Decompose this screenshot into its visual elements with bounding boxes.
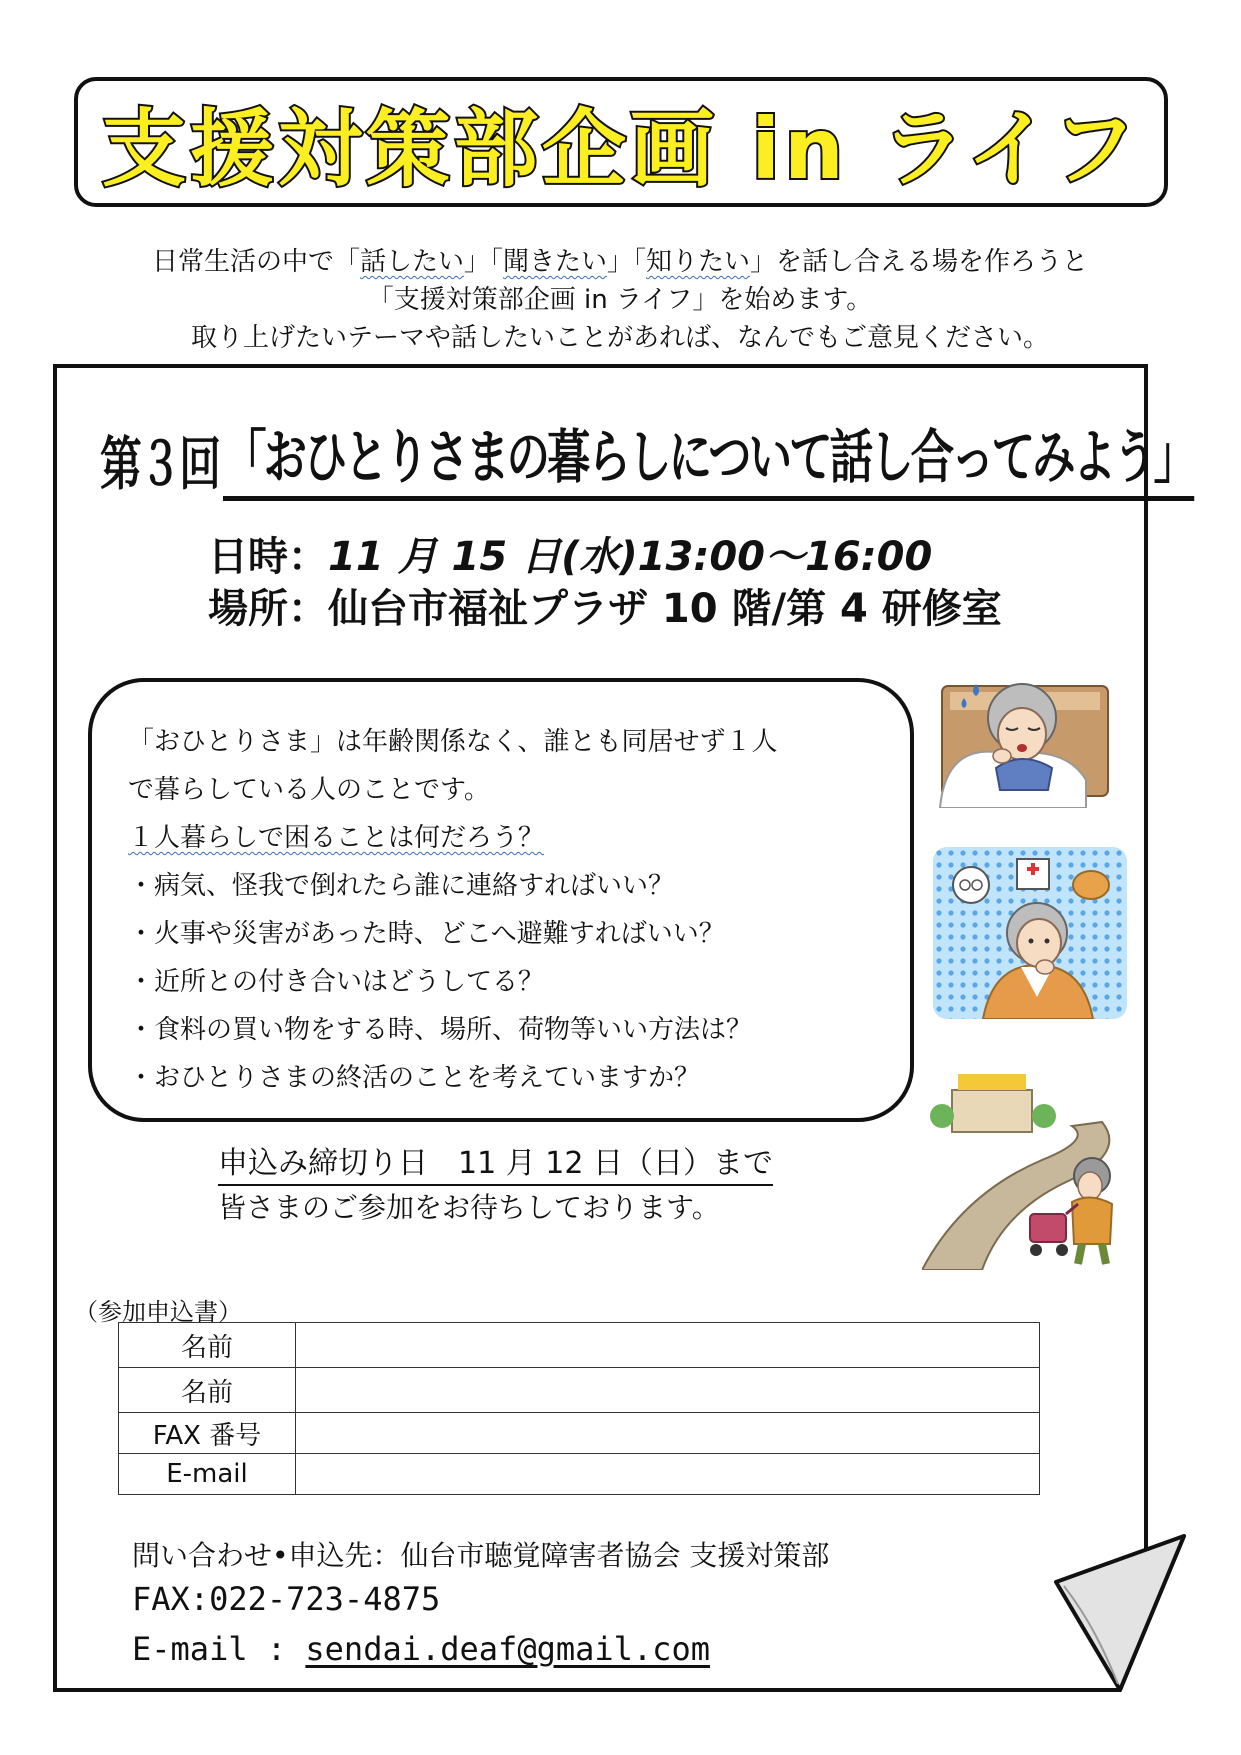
bullet-item: ・火事や災害があった時、どこへ避難すればいい？ <box>128 919 725 949</box>
application-form <box>118 1322 1040 1495</box>
table-row <box>119 1323 1040 1368</box>
event-title: 「おひとりさまの暮らしについて話し合ってみよう」 <box>223 410 1194 501</box>
contact-email-link[interactable]: sendai.deaf@gmail.com <box>305 1630 710 1668</box>
intro-line-2: 「支援対策部企画 in ライフ」を始めます。 <box>367 285 873 315</box>
form-label-name: 名前 <box>119 1323 296 1368</box>
event-number: 第３回 <box>100 430 219 498</box>
intro-line-1: 日常生活の中で「話したい」「聞きたい」「知りたい」を話し合える場を作ろうと <box>151 247 1089 277</box>
contact-fax: FAX:022-723-4875 <box>132 1580 441 1618</box>
bullet-item: ・近所との付き合いはどうしてる？ <box>128 967 545 997</box>
bullet-item: ・おひとりさまの終活のことを考えていますか？ <box>128 1063 701 1093</box>
bubble-line: １人暮らしで困ることは何だろう？ <box>128 823 545 853</box>
email-field[interactable] <box>296 1454 1040 1495</box>
form-caption: （参加申込書） <box>74 1298 242 1326</box>
bubble-line: で暮らしている人のことです。 <box>128 775 490 805</box>
form-label-email: E-mail <box>119 1454 296 1495</box>
bubble-line: 「おひとりさま」は年齢関係なく、誰とも同居せず１人 <box>128 727 778 757</box>
fax-field[interactable] <box>296 1413 1040 1454</box>
contact-organization: 問い合わせ•申込先：仙台市聴覚障害者協会 支援対策部 <box>132 1539 830 1572</box>
contact-email <box>132 1630 710 1668</box>
application-deadline: 申込み締切り日 11 月 12 日（日）まで <box>218 1144 773 1186</box>
waiting-message: 皆さまのご参加をお待ちしております。 <box>218 1191 720 1224</box>
name-field-2[interactable] <box>296 1368 1040 1413</box>
form-label-name-2: 名前 <box>119 1368 296 1413</box>
table-row <box>119 1454 1040 1495</box>
event-heading <box>100 405 1195 501</box>
worried-woman-illustration <box>933 847 1127 1019</box>
event-place: 場所：仙台市福祉プラザ 10 階/第 4 研修室 <box>208 586 1002 632</box>
table-row <box>119 1413 1040 1454</box>
intro-line-3: 取り上げたいテーマや話したいことがあれば、なんでもご意見ください。 <box>190 323 1049 353</box>
event-datetime: 日時：11 月 15 日(水)13:00～16:00 <box>208 534 933 580</box>
bullet-item: ・食料の買い物をする時、場所、荷物等いい方法は？ <box>128 1015 753 1045</box>
table-row <box>119 1368 1040 1413</box>
page-title: 支援対策部企画 in ライフ <box>101 99 1141 198</box>
walking-elderly-illustration <box>922 1064 1128 1270</box>
name-field[interactable] <box>296 1323 1040 1368</box>
sick-elderly-illustration <box>936 658 1116 808</box>
bullet-item: ・病気、怪我で倒れたら誰に連絡すればいい？ <box>128 871 675 901</box>
form-label-fax: FAX 番号 <box>119 1413 296 1454</box>
info-bubble-text <box>128 718 898 1102</box>
contact-email-label: E-mail : <box>132 1630 306 1668</box>
